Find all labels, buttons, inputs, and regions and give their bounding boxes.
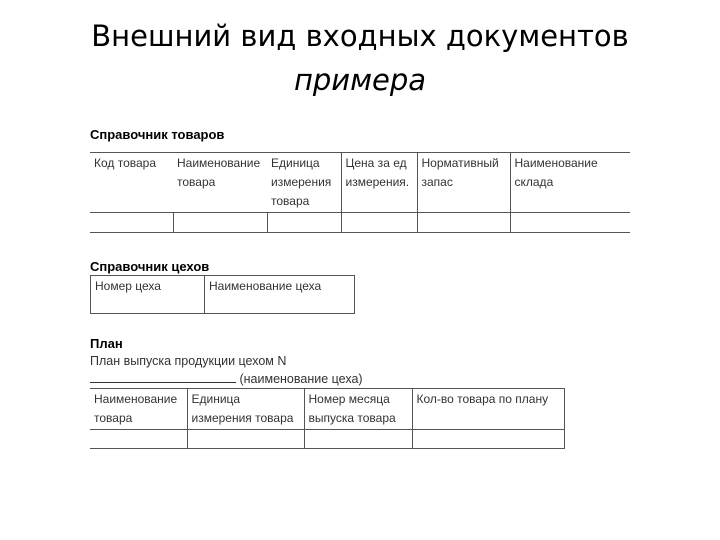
empty-cell (187, 430, 304, 449)
slide-title (0, 14, 720, 102)
table-row (90, 153, 630, 213)
products-directory-section (90, 127, 630, 233)
header-cell: Цена за ед измерения. (341, 153, 417, 213)
header-cell: Единица измерения товара (267, 153, 341, 213)
header-cell: Наименование товара (90, 389, 187, 430)
empty-cell (412, 430, 564, 449)
empty-cell (341, 213, 417, 233)
slide-title-line1: Внешний вид входных документов (91, 19, 629, 53)
plan-title: План (90, 336, 123, 351)
empty-cell (90, 430, 187, 449)
header-cell: Нормативный запас (417, 153, 510, 213)
table-row (90, 213, 630, 233)
header-cell: Наименование цеха (205, 276, 355, 314)
workshops-directory-title: Справочник цехов (90, 259, 210, 274)
workshops-directory-section (90, 259, 355, 314)
empty-cell (510, 213, 630, 233)
header-cell: Номер цеха (91, 276, 205, 314)
plan-line-2 (90, 370, 565, 388)
workshops-directory-table (90, 275, 355, 314)
table-row (90, 430, 564, 449)
blank-underline (90, 370, 236, 383)
table-row (91, 276, 355, 314)
plan-line-2-suffix: (наименование цеха) (239, 372, 363, 386)
products-directory-table (90, 152, 630, 233)
slide-title-line2: примера (293, 63, 427, 97)
header-cell: Наименование товара (173, 153, 267, 213)
header-cell: Наименование склада (510, 153, 630, 213)
empty-cell (267, 213, 341, 233)
plan-section (90, 336, 565, 449)
header-cell: Код товара (90, 153, 173, 213)
empty-cell (173, 213, 267, 233)
empty-cell (417, 213, 510, 233)
table-row (90, 389, 564, 430)
header-cell: Номер месяца выпуска товара (304, 389, 412, 430)
empty-cell (90, 213, 173, 233)
header-cell: Кол-во товара по плану (412, 389, 564, 430)
header-cell: Единица измерения товара (187, 389, 304, 430)
products-directory-title: Справочник товаров (90, 127, 225, 142)
plan-line-1: План выпуска продукции цехом N (90, 354, 287, 368)
empty-cell (304, 430, 412, 449)
plan-table (90, 388, 565, 449)
